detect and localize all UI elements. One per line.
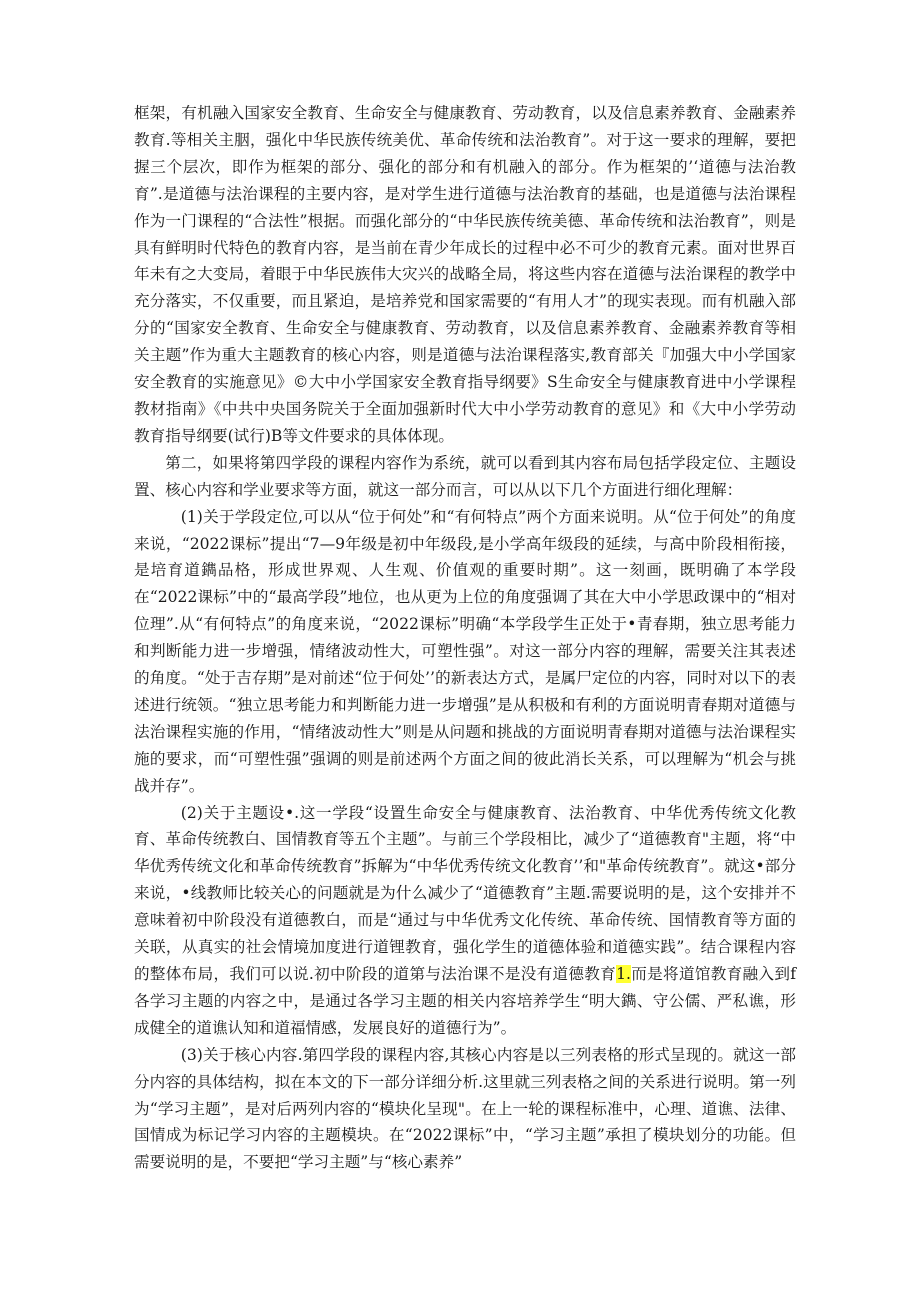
paragraph-1: 框架，有机融入国家安全教育、生命安全与健康教育、劳动教育，以及信息素养教育、金融素养教育.等相关主胭，强化中华民族传统美优、革命传统和法治教育”。对于这一要求的理解，要把握三个层次，即作为框架的部分、强化的部分和有机融入的部分。作为框架的’‘道德与法治教育”.是道德与法治课程的主要内容，是对学生进行道德与法治教育的基础，也是道德与法治课程作为一门课程的“合法性”根据。而强化部分的“中华民族传统美德、革命传统和法治教育”，则是具有鲜明时代特色的教育内容，是当前在青少年成长的过程中必不可少的教育元素。面对世界百年未有之大变局，着眼于中华民族伟大灾兴的战略全局，将这些内容在道德与法治课程的教学中充分落实，不仅重要，而且紧迫，是培养党和国家需要的“有用人才”的现实表现。而有机融入部分的“国家安全教育、生命安全与健康教育、劳动教育，以及信息素养教育、金融素养教育等相关主题”作为重大主题教育的核心内容，则是道德与法治课程落实,教育部关『加强大中小学国家安全教育的实施意见》©大中小学国家安全教育指导纲要》S生命安全与健康教育进中小学课程教材指南》《中共中央国务院关于全面加强新时代大中小学劳动教育的意见》和《大中小学劳动教育指导纲要(试行)B等文件要求的具体体现。	[134, 104, 796, 445]
paragraph-2: 第二，如果将第四学段的课程内容作为系统，就可以看到其内容布局包括学段定位、主题设置、核心内容和学业要求等方面，就这一部分而言，可以从以下几个方面进行细化理解：	[134, 453, 796, 499]
paragraph-3: (1)关于学段定位,可以从“位于何处”和“有何特点”两个方面来说明。从“位于何处”的角度来说，“2022课标”提出“7—9年级是初中年级段,是小学高年级段的延续，与高中阶段相衔接，是培育道鐫品格，形成世界观、人生观、价值观的重要时期”。这一刻画，既明确了本学段在“2022课标”中的“最高学段”地位，也从更为上位的角度强调了其在大中小学思政课中的“相对位理”.从“有何特点”的角度来说，“2022课标”明确“本学段学生正处于•青春期，独立思考能力和判断能力进一步增强，情绪波动性大，可塑性强”。对这一部分内容的理解，需要关注其表述的角度。“处于吉存期”是对前述“位于何处’’的新表达方式，是属尸定位的内容，同时对以下的表述进行统领。“独立思考能力和判断能力进一步增强”是从积极和有利的方面说明青春期对道德与法治课程实施的作用，“情绪波动性大”则是从问题和挑战的方面说明青春期对道德与法治课程实施的要求，而“可塑性强”强调的则是前述两个方面之间的彼此消长关系，可以理解为“机会与挑战并存”。	[134, 507, 796, 795]
highlighted-text: 1.	[616, 965, 631, 983]
paragraph-4	[134, 800, 796, 1042]
document-body	[134, 100, 796, 1176]
paragraph-4-part-1: (2)关于主题设•.这一学段“设置生命安全与健康教育、法治教育、中华优秀传统文化教育、革命传统教白、国情教育等五个主题”。与前三个学段相比，减少了“道德教育"主题，将“中华优秀传统文化和革命传统教育”拆解为“中华优秀传统文化教育’’和"革命传统教育”。就这•部分来说，•线教师比较关心的问题就是为什么减少了“道德教育”主题.需要说明的是，这个安排并不意味着初中阶段没有道德教白，而是“通过与中华优秀文化传统、革命传统、国情教育等方面的关联，从真实的社会情境加度进行道锂教育，强化学生的道德体验和道德实践”。结合课程内容的整体布局，我们可以说.初中阶段的道第与法治课不是没有道德教育	[134, 803, 796, 983]
paragraph-4-part-2: 而是将道馆教育融入到f各学习主题的内容之中，是通过各学习主题的相关内容培养学生“明大鐫、守公儒、严私谯，形成健全的道谯认知和道福情感，发展良好的道德行为”。	[134, 965, 796, 1037]
paragraph-5: (3)关于核心内容.第四学段的课程内容,其核心内容是以三列表格的形式呈现的。就这一部分内容的具体结构，拟在本文的下一部分详细分析.这里就三列表格之间的关系进行说明。第一列为“学习主题”，是对后两列内容的“模块化呈现"。在上一轮的课程标准中，心理、道谯、法律、国情成为标记学习内容的主题模块。在“2022课标”中，“学习主题”承担了模块划分的功能。但需要说明的是，不要把“学习主题”与“核心素养”	[134, 1045, 796, 1172]
